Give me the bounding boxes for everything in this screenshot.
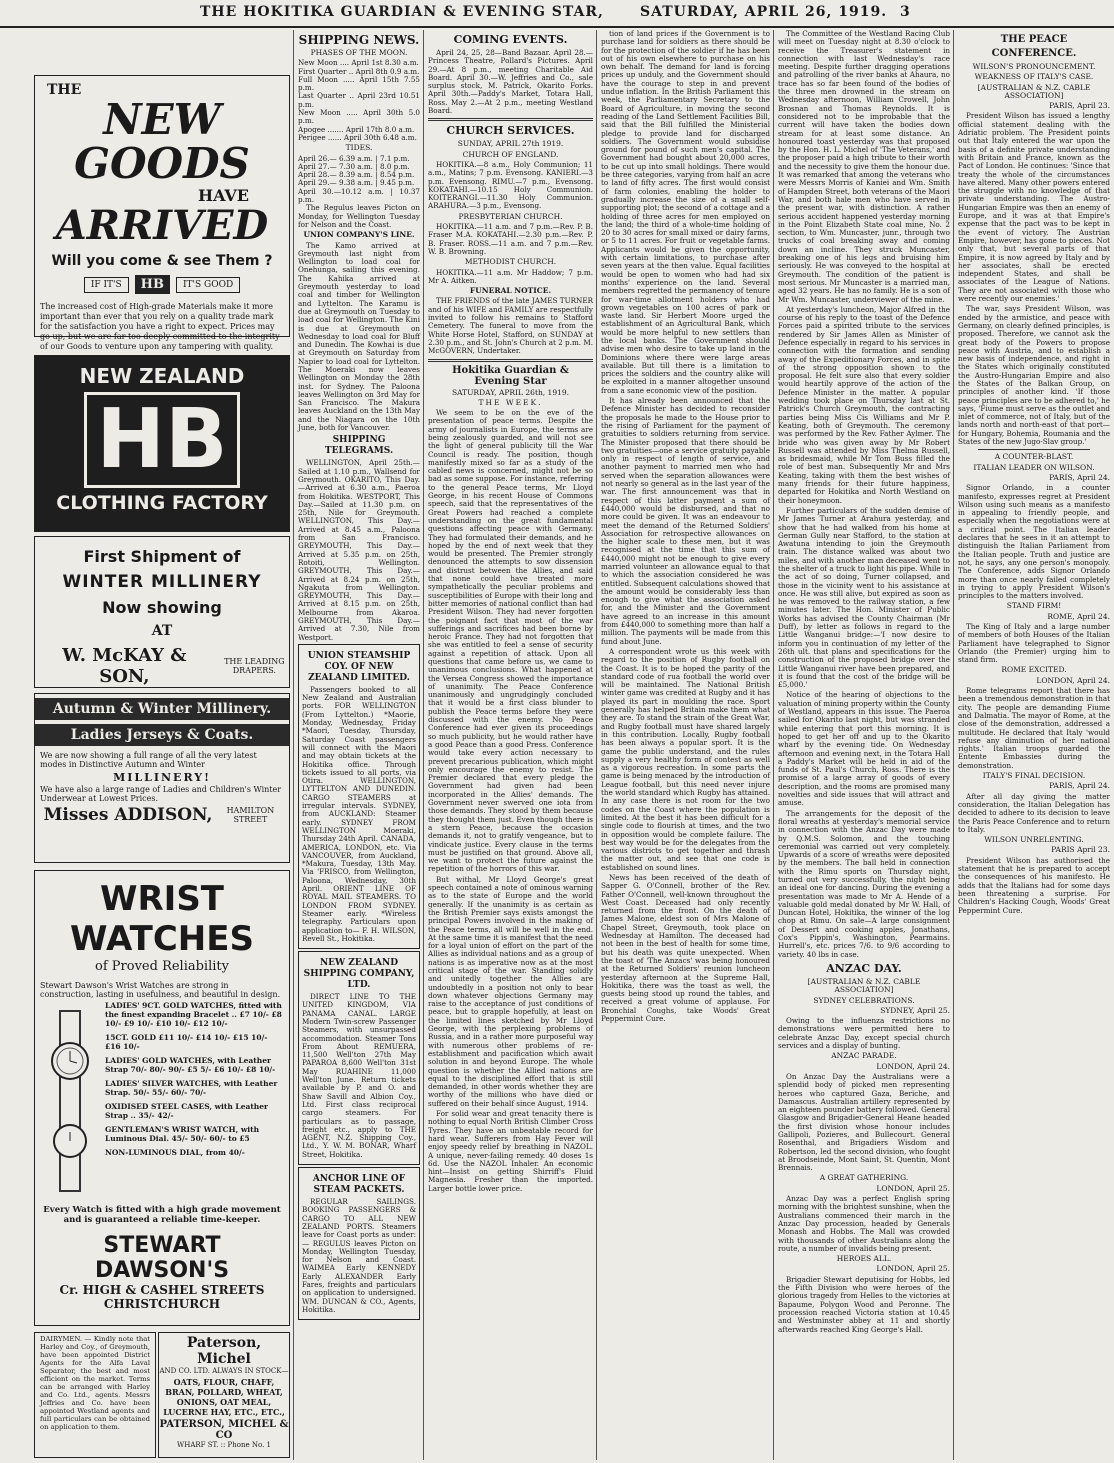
hb-logo: HB bbox=[135, 275, 170, 294]
week-text-3: For solid wear and great tenacity there is nothing to equal North British Climber Cross Tyres. They have an unbeatable record for hard wear. Sufferers from Hay Fever will enjoy speedy relief by breathing in NAZOL. A unique, never-failing remedy. 40 doses 1s 6d. Use the NAZOL Inhaler. An economic hint—Insist on getting Shirriff's Fluid Magnesia. Fresher than the imported. Larger bottle lower price. bbox=[428, 1109, 593, 1193]
mill-l1: First Shipment of bbox=[83, 547, 241, 566]
moon-2: Full Moon ..... April 15th 7.55 p.m. bbox=[298, 74, 420, 93]
col4-text-1: tion of land prices if the Government is to purchase land for soldiers as there should be for the protection of the soldier if he has been out of his own elsewhere to purchase on his own behalf. The demand for land is forcing prices up unduly, and the Government should have the courage to step in and prevent undue inflation. In the British Parliament this week, the Parliamentary Secretary to the Board of Agriculture, in moving the second reading of the Land Settlement Facilities Bill, said that the Bill fulfilled the Ministerial pledge to provide land for discharged soldiers. The Government would subsidise ground for pound of such men's capital. The Government had bought about 20,000 acres, to be cut up into small holdings. There would be three categories, varying from half an acre to land of fifty acres. The first would consist of farm colonies, enabling the holder to gradually increase the size of a small self-supporting plot; the second of a cottage and a holding of three acres for men employed on the land; the third of a whole-time holding of 20 to 30 acres for small mixed or dairy farms, or 5 to 11 acres. For fruit or vegetable farms. Applicants would be given the opportunity, with certain limitations, to purchase after seven years at the then value. Equal facilities would be open to women who had had six months' experience on the land. Several members regretted the permanency of tenure for war-time allotment holders who had grown vegetables on 100 acres of park or waste land. Sir Herbert Moore urged the establishment of an Agricultural Bank, which would be more helpful to new settlers than the local banks. The Government should advise men who desire to take up land in the Dominions where there were large areas available. But till there is a limitation to prices the soldiers and the country alike will be exploited in a manner altogether unsound from a sane economic view of the position. bbox=[601, 29, 770, 395]
paper-title: Hokitika Guardian & Evening Star bbox=[452, 364, 569, 387]
peace-date-4: LONDON, April 24. bbox=[1036, 675, 1110, 685]
paterson-items: OATS, FLOUR, CHAFF, BRAN, POLLARD, WHEAT, ONIONS, OAT MEAL, LUCERNE HAY, ETC., ETC., bbox=[163, 1377, 285, 1417]
hb-clothing-ad bbox=[34, 355, 290, 532]
coe-title: CHURCH OF ENGLAND. bbox=[462, 149, 559, 159]
peace-text-6: After all day giving the matter consideration, the Italian Delegation has decided to adhere to its decision to leave the Paris Peace Conference and to return to Italy. bbox=[958, 791, 1110, 834]
parade-date: LONDON, April 24. bbox=[876, 1061, 950, 1071]
addison-mill: MILLINERY! bbox=[113, 771, 211, 784]
church-date: SUNDAY, APRIL 27th 1919. bbox=[457, 139, 564, 149]
badge-right: IT'S GOOD bbox=[176, 277, 240, 293]
peace-sub: WILSON'S PRONOUNCEMENT. bbox=[972, 62, 1096, 71]
telegrams-text: WELLINGTON, April 25th.—Sailed at 1.10 p.m., Wallsend for Greymouth. OKARITO, This Day.—Arrived at 6.30 a.m., Paeroa from Hokitika. WESTPORT, This Day.—Sailed at 11.30 p.m. on 25th, Nile for Greymouth. WELLINGTON, This Day.—Arrived at 8.45 a.m., Paloona from San Francisco. GREYMOUTH, This Day.—Arrived at 5.35 p.m. on 25th, Rotoiti, Wellington. GREYMOUTH, This Day.—Arrived at 8.24 p.m. on 25th, Ngakuta from Wellington. GREYMOUTH, This Day.—Arrived at 8.15 p.m. on 25th, Melbourne from Akaroa. GREYMOUTH, This Day.—Arrived at 7.30, Nile from Westport. bbox=[298, 458, 420, 642]
uss-title: UNION STEAMSHIP COY. OF NEW ZEALAND LIMITED. bbox=[307, 650, 411, 683]
coming-text: April 24, 25, 28—Band Bazaar. April 28.—Princess Theatre, Pollard's Pictures. April 29.—At 8 p.m., meeting Charitable Aid Board. April 30.—W. Jeffries and Co., sale surplus stock, M. Patrick, Okarito Forks. April 30th.—Paddy's Market, Totara Hall, Ross. May 2.—At 2 p.m., meeting Westland Board. bbox=[428, 48, 593, 116]
dairymen-text: DAIRYMEN. — Kindly note that Harley and Coy., of Greymouth, have been appointed District Agents for the Alfa Laval Separator, the best and most efficient on the market. Terms can be arranged with Harley and Co. Ltd., agents. Messrs Jeffries and Co. have been appointed Westland agents and full particulars can be obtained on application to them. bbox=[40, 1335, 150, 1431]
hb-bottom: CLOTHING FACTORY bbox=[56, 492, 268, 514]
pres-text: HOKITIKA.—11 a.m. and 7 p.m.—Rev. P. B. Fraser M.A. KOKATAHI.—2.30 p.m.—Rev. P. B. Fraser. ROSS.—11 a.m. and 7 p.m.—Rev. W. B. Browning. bbox=[428, 222, 593, 256]
col4-text-2: It has already been announced that the Defence Minister has decided to reconsider the proposals he made to the House prior to the rising of Parliament for the payment of gratuities to soldiers returning from service. The Minister proposed that there should be two gratuities—one a service gratuity payable only in respect of length of service, and another payment to married men who had served when the separation allowances were not nearly so general as in the last year of the war. The first announcement was that in respect of this latter payment a sum of £440,000 would be disbursed, and that no more could be given. It was an endeavour to meet the demand of the Returned Soldiers' Association for retrospective allowances on the higher scale to these men, but it was recognised at the time that this sum of £440,000 might not be enough to give every married volunteer an allowance equal to that to which the association considered he was entitled. Subsequent calculations showed that the amount would be considerably less than enough to give what the association asked for, and the Minister and the Government have agreed to an increase in this amount from £440,000 to something more than half a million. The payments will be made from this fund about June. bbox=[601, 396, 770, 646]
watches-title: WRIST WATCHES bbox=[70, 879, 254, 959]
col5-text-2: At yesterday's luncheon, Major Alfred in the course of his reply to the toast of the Defence Forces paid a spirited tribute to the services rendered by Sir James Allen as Minister of Defence especially in regard to his services in connection with the formation and sending away of the Expeditionary Forces, and in spite of the strong opposition shown to the proposal. He felt sure also that every soldier would heartily approve of the action of the Defence Minister in the matter. A popular wedding took place on Thursday last at St. Patrick's Church Greymouth, the contracting parties being Miss Cis Williams and Mr P. Keating, both of Greymouth. The ceremony was performed by the Rev. Father Aylmer. The bride who was given away by Mr Robert Russell was attended by Miss Thelma Russell, as bridesmaid, while Mr Tom Buss filled the role of best man. Subsequently Mr and Mrs Keating, taking with them the best wishes of many friends for their future happiness, departed for Hokitika and North Westland on their honeymoon. bbox=[778, 304, 950, 505]
moon-1: First Quarter .. April 8th 0.9 a.m. bbox=[298, 66, 420, 76]
counter-sub: ITALIAN LEADER ON WILSON. bbox=[973, 462, 1095, 472]
watches-guarantee: Every Watch is fitted with a high grade movement and is guaranteed a reliable time-keeper. bbox=[43, 1205, 281, 1225]
telegrams-title: SHIPPING TELEGRAMS. bbox=[324, 435, 394, 457]
paterson-foot: PATERSON, MICHEL & CO bbox=[159, 1419, 289, 1441]
page-number: 3 bbox=[900, 4, 910, 20]
week-title: THE WEEK. bbox=[478, 397, 543, 407]
watch-illustration bbox=[35, 1001, 105, 1201]
addison-ad bbox=[34, 693, 290, 863]
gathering-title: A GREAT GATHERING. bbox=[819, 1173, 909, 1183]
sydney-date: SYDNEY, April 25. bbox=[880, 1005, 950, 1015]
funeral-title: FUNERAL NOTICE. bbox=[469, 286, 552, 296]
peace-text-2: The war, says President Wilson, was ended by the armistice, and peace with Germany, on clearly defined principles, is proposed. Therefore, we cannot ask the great body of the Powers to propose peace with Austria, and to establish a new basis of independence, and right in the States which originally constituted the Austro-Hungarian Empire and also the States of the Balkan Group, on principles of another kind. 'If those peace principles are to be adhered to,' he says, 'Fiume must serve as the outlet and inlet of commerce, not of Italy, but of the lands north and north-east of that port—for Hungary, Bohemia, Roumania and the States of the new Jugo-Slav group.' bbox=[958, 304, 1111, 447]
sydney-text: Owing to the influenza restrictions no demonstrations were permitted here to celebrate Anzac Day, except special church services and a display of bunting. bbox=[778, 1016, 950, 1051]
tide-4: April 30.—10.12 a.m. | 10.37 p.m. bbox=[298, 186, 420, 205]
gathering-text: Anzac Day was a perfect English spring morning with the brightest sunshine, when the Australians commenced their march in the Anzac Day procession, headed by Generals Monash and Hobbs. The Mall was crowded with thousands of other Australians along the route, a number of invalids being present. bbox=[778, 1194, 950, 1253]
gathering-date: LONDON, April 25. bbox=[876, 1183, 950, 1193]
watch-line-3: LADIES' GOLD WATCHES, with Leather Strap 70/- 80/- 90/- £5 5/- £6 10/- £8 10/- bbox=[105, 1056, 276, 1074]
masthead-title: THE HOKITIKA GUARDIAN & EVENING STAR, bbox=[200, 4, 604, 20]
coming-title: COMING EVENTS. bbox=[453, 33, 568, 46]
addison-street: HAMILTON STREET bbox=[226, 806, 275, 824]
tide-3: April 29.— 9.38 a.m. | 9.45 p.m. bbox=[298, 178, 415, 188]
hb-big-logo: HB bbox=[84, 392, 240, 488]
hb-badge bbox=[35, 275, 289, 294]
watches-city: CHRISTCHURCH bbox=[103, 1297, 221, 1311]
tides-title: TIDES. bbox=[345, 143, 373, 153]
meth-text: HOKITIKA.—11 a.m. Mr Haddow; 7 p.m. Mr A. Aitken. bbox=[428, 267, 593, 285]
church-title: CHURCH SERVICES. bbox=[446, 124, 575, 138]
column-peace-conference bbox=[958, 30, 1110, 1460]
addison-shop: Misses ADDISON, bbox=[43, 805, 213, 825]
masthead-date: SATURDAY, APRIL 26, 1919. bbox=[640, 4, 888, 20]
new-goods-ad bbox=[34, 75, 290, 351]
badge-left: IF IT'S bbox=[84, 277, 129, 293]
excited-title: ROME EXCITED. bbox=[1001, 665, 1067, 675]
watch-line-4: LADIES' SILVER WATCHES, with Leather Strap. 50/- 55/- 60/- 70/- bbox=[105, 1079, 278, 1097]
paterson-sub: AND CO. LTD. ALWAYS IN STOCK— bbox=[159, 1367, 289, 1375]
column-local-news bbox=[778, 30, 950, 1460]
col4-text-3: A correspondent wrote us this week with regard to the position of Rugby football on the Coast. It is to be hoped the parity of the standard code of rua football the world over will be maintained. The National British winter game was credited at Rugby and it has played its part in moulding the race. Sport generally has helped Britain make them what they are. To stand the strain of the Great War, and Rugby football must have shared largely in this contribution. Locally, Rugby football has been always a popular sport. It is the game the public understand, and the rules supply a very healthy form of contest as well as a vigorous recreation. In some parts the game is being menaced by the introduction of League football, but this need never injure the world standard which Rugby has attained. In any case there is not room for the two codes on the Coast where the population is limited. At the best it has been difficult for a single code to flourish at times, and the two in opposition would be complete failure. The best way would be for the delegates from the various districts to get together and thrash the matter out, and see that one code is established on sound lines. bbox=[601, 646, 770, 872]
peace-date-5: PARIS, April 24. bbox=[1049, 781, 1110, 791]
peace-date-1: PARIS, April 23. bbox=[1049, 101, 1110, 111]
peace-title: THE PEACE CONFERENCE. bbox=[991, 34, 1077, 59]
peace-sub2: WEAKNESS OF ITALY'S CASE. bbox=[974, 72, 1094, 82]
tides-note: The Regulus leaves Picton on Monday, for Wellington Tuesday for Nelson and the Coast. bbox=[298, 203, 420, 229]
peace-source: [AUSTRALIAN & N.Z. CABLE ASSOCIATION] bbox=[977, 82, 1091, 100]
moon-title: PHASES OF THE MOON. bbox=[310, 48, 408, 57]
parade-text: On Anzac Day the Australians were a splendid body of picked men representing heroes who captured Gaza, Beriche, and Damascus. Australian artillery represented by an eighteen pounder battery followed. General Glasgow and Brigadier-General Heane headed the first division whose honour includes Gallipoli, Pozieres, and Bullecourt. General Rosenthal, and Brigadiers Wisdom and Robertson, led the second division, who fought at Broodseinde, Mont Saint, St. Quentin, Mont Brennais. bbox=[778, 1071, 950, 1173]
col5-text-5: The arrangements for the deposit of the floral wreaths at yesterday's memorial service in connection with the Anzac Day were made by Q.M.S. Solomon, and the touching ceremonial was carried out very completely. Upwards of a score of wreaths were deposited by the members. The ball held in connection with the Rimu sports on Thursday night, turned out very successfully, the night being an ideal one for dancing. During the evening a presentation was made to Mr A. Hende of a valuable gold medal donated by Mr W. Hall, of Duncan Hotel, Hokitika, the winner of the log chop at Rimu. On sale—A large consignment of Dessert and cooking apples, Jonathans, Cox's Pippin's, Washington, Pearmains. Hurrell's, etc. prices 7/6. to 9/6 according to variety. 40 lbs in case. bbox=[778, 808, 950, 959]
masthead bbox=[0, 0, 1114, 28]
counter-title: A COUNTER-BLAST. bbox=[994, 452, 1074, 462]
unrelenting-title: WILSON UNRELENTING. bbox=[984, 835, 1084, 845]
paper-date: SATURDAY, APRIL 26th, 1919. bbox=[451, 387, 570, 397]
ad-have: HAVE bbox=[198, 186, 249, 205]
col4-text-4: News has been received of the death of Sapper G. O'Connell, brother of the Rev. Father O'Connell, well-known throughout the West Coast. Deceased had only recently returned from the front. On the death of James Malone, eldest son of Mrs Malone of Chapel Street, Greymouth, took place on Wednesday at Hamilton. The deceased had not been in the best of health for some time, but his death was quite unexpected. When the toast of 'The Anzacs' was being honoured at the Returned Soldiers' reunion luncheon yesterday afternoon at the Supreme Hall, Hokitika, there was the toast as well, the guests being stood up round the tables, and received a great volume of applause. For Bronchial Coughs, take Woods' Great Peppermint Cure. bbox=[601, 872, 770, 1024]
col5-text-4: Notice of the hearing of objections to the valuation of mining property within the County of Westland, appears in this issue. The Paeroa sailed for Okarito last night, but was stranded while entering that port this morning. It is hoped to get her off and up to the Okarito wharf by the evening tide. On Wednesday afternoon and evening next, in the Totara Hall a Paddy's Market will be held in aid of the funds of St. Paul's Church, Ross. There is the promise of a large array of goods of every description, and the rooms are promised many novelties and side issues that will attract and amuse. bbox=[778, 690, 950, 808]
column-shipping bbox=[298, 30, 420, 1460]
watch-line-6: GENTLEMAN'S WRIST WATCH, with Luminous Dial. 45/- 50/- 60/- to £5 bbox=[105, 1125, 260, 1143]
column-editorial bbox=[601, 30, 770, 1460]
watch-line-7: NON-LUMINOUS DIAL, from 40/- bbox=[105, 1148, 245, 1157]
coe-text: HOKITIKA.—8 a.m., Holy Communion; 11 a.m., Matins; 7 p.m. Evensong. KANIERI.—3 p.m. Evensong. RIMU.—7 p.m., Evensong. KOKATAHI.—10.15 Holy Communion. KOITERANGI.—11.30 Holy Communion. ARAHURA.—3 p.m., Evensong. bbox=[428, 159, 593, 211]
parade-title: ANZAC PARADE. bbox=[831, 1051, 897, 1061]
heroes-date: LONDON, April 25. bbox=[876, 1264, 950, 1274]
peace-text-5: Rome telegrams report that there has been a tremendous demonstration in that city. The people are demanding Fiume and Dalmatia. The mayor of Rome, at the close of the demonstration, addressed a multitude. He declared that Italy 'would refuse any diminution of her national rights.' Italian troops guarded the Entente Embassies during the demonstration. bbox=[958, 686, 1110, 770]
pres-title: PRESBYTERIAN CHURCH. bbox=[458, 211, 563, 221]
anzac-title: ANZAC DAY. bbox=[826, 961, 902, 975]
watches-shop: STEWART DAWSON'S bbox=[94, 1233, 230, 1283]
mill-l3: Now showing bbox=[102, 598, 222, 617]
ad-new-goods: NEW GOODS bbox=[74, 95, 250, 188]
mill-tag: THE LEADING DRAPERS. bbox=[224, 657, 285, 675]
shipping-title: SHIPPING NEWS. bbox=[298, 33, 420, 47]
union-title: UNION COMPANY'S LINE. bbox=[303, 230, 415, 240]
watch-line-2: 15CT. GOLD £11 10/- £14 10/- £15 10/- £16 10/- bbox=[105, 1033, 268, 1051]
peace-text-1: President Wilson has issued a lengthy official statement dealing with the Adriatic problem. The President points out that Italy entered the war upon the basis of a definite private understanding with Britain and France, known as the Pact of London. He continues: 'Since that treaty the whole of the circumstances have altered. Many other powers entered the struggle with no knowledge of that private understanding. The Austro-Hungarian Empire was then an enemy of Europe, and it was at that Empire's expense that the pact was to be kept in the event of victory. The Austrian Empire, however, has gone to pieces. Not only that, but several parts of that Empire, it is now agreed by Italy and by her associates, shall be erected independent States, and shall be associates of the League of Nations. They are not associated with those who were recently our enemies.' bbox=[958, 111, 1110, 304]
moon-4: New Moon ..... April 30th 5.0 p.m. bbox=[298, 108, 420, 126]
anchor-text: REGULAR SAILINGS. BOOKING PASSENGERS & CARGO TO ALL NEW ZEALAND PORTS. Steamers leave for Coast ports as under:— REGULUS leaves Picton on Monday, Wellington Tuesday, for Nelson and Coast. WAIMEA Early KENNEDY Early ALEXANDER Early Fares, freights and particulars on application to undersigned. WM. DUNCAN & CO., Agents, Hokitika. bbox=[302, 1197, 416, 1314]
anzac-source: [AUSTRALIAN & N.Z. CABLE ASSOCIATION] bbox=[807, 976, 921, 995]
hb-top: NEW ZEALAND bbox=[79, 364, 245, 388]
tide-1: April 27.— 7.30 a.m. | 8.0 p.m. bbox=[298, 161, 410, 171]
millinery-ad bbox=[34, 536, 290, 688]
watch-line-1: LADIES' 9CT. GOLD WATCHES, fitted with the finest expanding Bracelet .. £7 10/- £8 10/- £9 10/- £10 10/- £12 10/- bbox=[105, 1001, 282, 1028]
addison-h2: Ladies Jerseys & Coats. bbox=[35, 724, 289, 746]
heroes-title: HEROES ALL. bbox=[836, 1254, 892, 1264]
wrist-watches-ad bbox=[34, 870, 290, 1326]
tide-0: April 26.— 6.39 a.m. | 7.1 p.m. bbox=[298, 153, 410, 163]
decision-title: ITALY'S FINAL DECISION. bbox=[982, 771, 1086, 781]
peace-text-3: Signor Orlando, in a counter manifesto, expresses regret at President Wilson using such means as a manifesto in appealing to friendly people, and especially when the negotiations were at a critical point. The Italian leader declares that he sees in it an attempt to distinguish the Italian Parliament from the Italian people. Truth and justice are not, he says, any one person's monopoly. The Conference, adds Signor Orlando more than once nearly failed completely in trying to apply President Wilson's principles to the matters involved. bbox=[958, 483, 1110, 601]
mill-l2: WINTER MILLINERY bbox=[62, 572, 262, 592]
addison-body: We are now showing a full range of all the very latest modes in Distinctive Autumn and Winter bbox=[40, 751, 257, 769]
heroes-text: Brigadier Stewart deputising for Hobbs, led the Fifth Division who were heroes of the glorious tragedy from Helles to the victories at Bapaume, Polygon Wood and Peronne. The procession reached Victoria station at 10.45 and Westminster abbey at 11 and shortly afterwards reached King George's Hall. bbox=[778, 1274, 950, 1334]
watch-line-5: OXIDISED STEEL CASES, with Leather Strap .. 35/- 42/- bbox=[105, 1102, 268, 1120]
peace-text-7: President Wilson has authorised the statement that he is prepared to accept the consequences of his manifesto. He adds that the Italians had for some days been threatening a surprise. For Children's Hacking Cough, Woods' Great Peppermint Cure. bbox=[958, 855, 1110, 915]
moon-0: New Moon .... April 1st 8.30 a.m. bbox=[298, 58, 419, 68]
mill-l4: AT bbox=[151, 623, 173, 639]
peace-date-6: PARIS April 23. bbox=[1051, 845, 1110, 855]
paterson-addr: WHARF ST. :: Phone No. 1 bbox=[177, 1441, 271, 1449]
addison-h1: Autumn & Winter Millinery. bbox=[35, 698, 289, 720]
peace-date-3: ROME, April 24. bbox=[1047, 611, 1110, 621]
dairymen-ad bbox=[34, 1332, 156, 1458]
moon-3: Last Quarter .. April 23rd 10.51 p.m. bbox=[298, 91, 420, 109]
tide-2: April 28.— 8.39 a.m. | 8.54 p.m. bbox=[298, 170, 415, 180]
week-text-1: We seem to be on the eve of the presentation of peace terms. Despite the army of journalists in Europe, the terms are being zealously guarded, and will not see the light of general publicity till the War Council is ready. The position, though manifestly mixed so far as a study of the cabled news is concerned, might not be so bad as some suppose. For instance, referring to the general Peace terms, Mr Lloyd George, in his recent House of Commons speech, said that the representatives of the Great Powers had reached a complete understanding on the great fundamental questions affecting peace with Germany. They had formulated their demands, and he hoped by the end of next week that they would be presented. The Premier strongly denounced the attempts to sow dissension and distrust between the Allies, and said that none could have treated more sympathetically the peculiar problems and susceptibilities of Europe with their long and bitter memories of national conflict than had President Wilson. They had never forgotten the poignant fact that most of the war sufferings and sacrifices had been borne by heroic France. They had not forgotten that she was entitled to feel a sense of security against a repetition of attack. Upon all questions that came before us, we came to unanimous conclusions. What happened at the Versea Congress showed the importance of unanimity. The Peace Conference unanimously and ungrudgingly concluded that it would be a first class blunder to publish the Peace terms before they were discussed with the enemy. No Peace Conference had ever given its proceedings so much publicity, but he would rather have a good Peace than a good Press. Conference would take every action necessary to prevent precarious publication, which might only encourage the enemy to resist. The Premier declared that every pledge the Government had given had been incorporated in the Allies' demands. The Government never swerved one iota from those demands. They stood by them because they thought them just. Even though there is a stern Peace, because the occasion demands it, not to gratify vengeance, but to vindicate justice. Every clause in the terms must be justified on that ground. Above all, we want to protect the future against the repetition of the horrors of this war. bbox=[428, 408, 593, 874]
moon-6: Perigee ...... April 30th 6.48 a.m. bbox=[298, 132, 417, 142]
stand-title: STAND FIRM! bbox=[1006, 601, 1062, 611]
anchor-title: ANCHOR LINE OF STEAM PACKETS. bbox=[312, 1174, 406, 1196]
nzs-text: DIRECT LINE TO THE UNITED KINGDOM, VIA PANAMA CANAL. LARGE Modern Twin-screw Passenger Steamers, with unsurpassed accommodation. Steamer Tons From About REMUERA, 11,500 Well'ton 27th May PAPAROA 8,600 Well'ton 31st May RUAHINE 11,000 Well'ton June. Return tickets available by P. and O. and Shaw Savill and Albion Coy., Ltd. First class reciprocal cargo steamers. For particulars as to passage, freight etc., apply to THE AGENT, N.Z. Shipping Coy., Ltd., Y. W. M. BONAR, Wharf Street, Hokitika. bbox=[302, 992, 416, 1159]
union-text: The Kamo arrived at Greymouth last night from Wellington to load coal for Onehunga, sailing this evening. The Kahika arrived at Greymouth yesterday to load coal and timber for Wellington and Lyttelton. The Karamu is due at Greymouth on Tuesday to load coal for Wellington. The Kini is due at Greymouth on Wednesday to load coal for Bluff and Dunedin. The Kowhai is due at Greymouth on Saturday from Napier to load coal for Lyttelton. The Moeraki now leaves Wellington on Monday the 28th inst. for Sydney. The Paloona leaves Wellington on 3rd May for San Francisco. The Makura leaves Auckland on the 13th May and the Niagara on the 10th June, both for Vancouver. bbox=[298, 240, 420, 433]
watches-addr: Cr. HIGH & CASHEL STREETS bbox=[59, 1283, 265, 1297]
peace-text-4: The King of Italy and a large number of members of both Houses of the Italian Parliament have telegraphed to Signor Orlando (the Premier) urging him to stand firm. bbox=[958, 622, 1110, 665]
sydney-title: SYDNEY CELEBRATIONS. bbox=[813, 995, 915, 1005]
funeral-text: THE FRIENDS of the late JAMES TURNER and of his WIFE and FAMILY are respectfully invited to follow his remains to Stafford Cemetery. The funeral to move from the White Horse Hotel, Stafford, on SUNDAY at 2.30 p.m., and St. John's Church at 2 p.m. M. McGOVERN, Undertaker. bbox=[428, 296, 593, 356]
addison-body2: We have also a large range of Ladies and Children's Winter Underwear at Lowest Prices. bbox=[40, 785, 282, 803]
peace-date-2: PARIS, April 24. bbox=[1049, 472, 1110, 482]
meth-title: METHODIST CHURCH. bbox=[464, 257, 557, 267]
uss-text: Passengers booked to all New Zealand and Australian ports. FOR WELLINGTON (From Lyttelton.) *Maorie, Monday, Wednesday, Friday *Maori, Tuesday, Thursday, Saturday Coast passengers will connect with the Maori and may obtain tickets at the Hokitika office. Through tickets issued to all ports, via Otira. WELLINGTON, LYTTELTON AND DUNEDIN. CARGO STEAMERS at irregular intervals. SYDNEY, from AUCKLAND: Steamer early. SYDNEY FROM WELLINGTON Moeraki, Thursday 24th April. CANADA, AMERICA, LONDON, etc. Via VANCOUVER, from Auckland, *Makura, Tuesday, 13th May. Via 'FRISCO, from Wellington, Paloona, Wednesday, 30th April. ORIENT LINE OF ROYAL MAIL STEAMERS. TO LONDON FROM SYDNEY. Steamer early. *Wireless telegraphy. Particulars upon application to— F. H. WILSON, Revell St., Hokitika. bbox=[302, 684, 416, 943]
paterson-ad bbox=[158, 1332, 290, 1458]
col5-text-1: The Committee of the Westland Racing Club will meet on Tuesday night at 8.30 o'clock to receive the Treasurer's statement in connection with last Wednesday's race meeting. Despite further dragging operations and patrolling of the river banks at Ahaura, no trace has so far been found of the bodies of the three men drowned in the stream on Wednesday afternoon, William Crowell, John Brosnan and Thomas Reynolds. It is considered not to be improbable that the current will have taken the bodies down stream for at least some distance. An honoured toast yesterday was that proposed by the Hon. H. L. Michel of 'The Veterans,' and the proposer paid a high tribute to their worth and the necessity to give them the honour due. It was remarked that among the veterans who were Messrs Morris of Kaniei and Wm. Smith of Hampden Street, both veterans of the Maori War, and both hale men who have served in the present war, with distinction. A rather serious accident happened yesterday morning in the Point Elizabeth State coal mine, No. 2 section, to Wm. Muncaster, junr., through two trucks of coal breaking away and coming down an incline. They struck Muncaster, breaking one of his legs and bruising him seriously. He was conveyed to the hospital at Greymouth. The condition of the patient is most serious. Mr Muncaster is a married man, aged 32 years. He has no family. He is a son of Mr Wm. Muncaster, underviewer of the mine. bbox=[778, 29, 950, 304]
nzs-title: NEW ZEALAND SHIPPING COMPANY, LTD. bbox=[303, 958, 415, 991]
watches-sub: of Proved Reliability bbox=[95, 959, 229, 974]
ad-body: The increased cost of High-grade Materials make it more important than ever that you rely on a quality trade mark for the satisfaction you have a right to expect. Prices may go up, but we are far too deeply committed to the integrity of our Goods to venture upon any tampering with quality. bbox=[40, 302, 280, 351]
mill-shop: W. McKAY & SON, bbox=[62, 645, 187, 687]
paterson-name: Paterson, Michel bbox=[186, 1335, 262, 1367]
watches-intro: Stewart Dawson's Wrist Watches are strong in construction, lasting in usefulness, and beautiful in design. bbox=[40, 981, 281, 999]
ad-cta: Will you come & see Them ? bbox=[51, 253, 273, 269]
moon-5: Apogee ....... April 17th 8.0 a.m. bbox=[298, 124, 415, 134]
week-text-2: But withal, Mr Lloyd George's great speech contained a note of ominous warning as to the state of Europe and the world generally. If the unanimity is as certain as the British Premier says exists amongst the principal Powers involved in the making of the Peace terms, all will be well in the end. At the same time it is manifest that the need for a loyal union of effort on the part of the Allies as individual nations and as a group of nations is as imperative now as at the most critical stage of the war. Standing solidly and unitedly together the Allies are undoubtedly in a position not only to bear down whatever objections Germany may raise to the acceptance of just conditions of peace, but to grapple hopefully, at least on the limited lines sketched by Mr Lloyd George, with the perplexing problems of Russia, and in a rather more purposeful way with numerous other problems of re-establishment and pacification which await solution in and beyond Europe. The whole question is whether the Allied nations are equal to the disciplined effort that is still demanded, in other words whether they are worthy of the millions who have died or suffered on their behalf since August, 1914. bbox=[428, 874, 593, 1108]
column-events bbox=[428, 30, 593, 1460]
col5-text-3: Further particulars of the sudden demise of Mr James Turner at Arahura yesterday, and show that he had walked from his home at German Gully near Stafford, to the station at Awatuna intending to join the Greymouth train. The distance walked was about two miles, and with another man deceased went to the shelter of a truck to light his pipe. While in the act of so doing, Turner collapsed, and those in the vicinity went to his assistance at once. He was still alive, but expired as soon as he was removed to the railway station, a few minutes later. The Hon. Minister of Public Works has advised the County Chairman (Mr Duff), by letter as follows in regard to the Little Wanganui bridge:—'I now desire to inform you in continuation of my letter of the 26th ult. that plans and specifications for the construction of the proposed bridge over the Little Wanganui river have been prepared, and it is found that the cost of the bridge will be £5,000.' bbox=[778, 505, 950, 690]
ad-the: THE bbox=[47, 82, 82, 98]
ad-arrived: ARRIVED bbox=[55, 202, 269, 249]
